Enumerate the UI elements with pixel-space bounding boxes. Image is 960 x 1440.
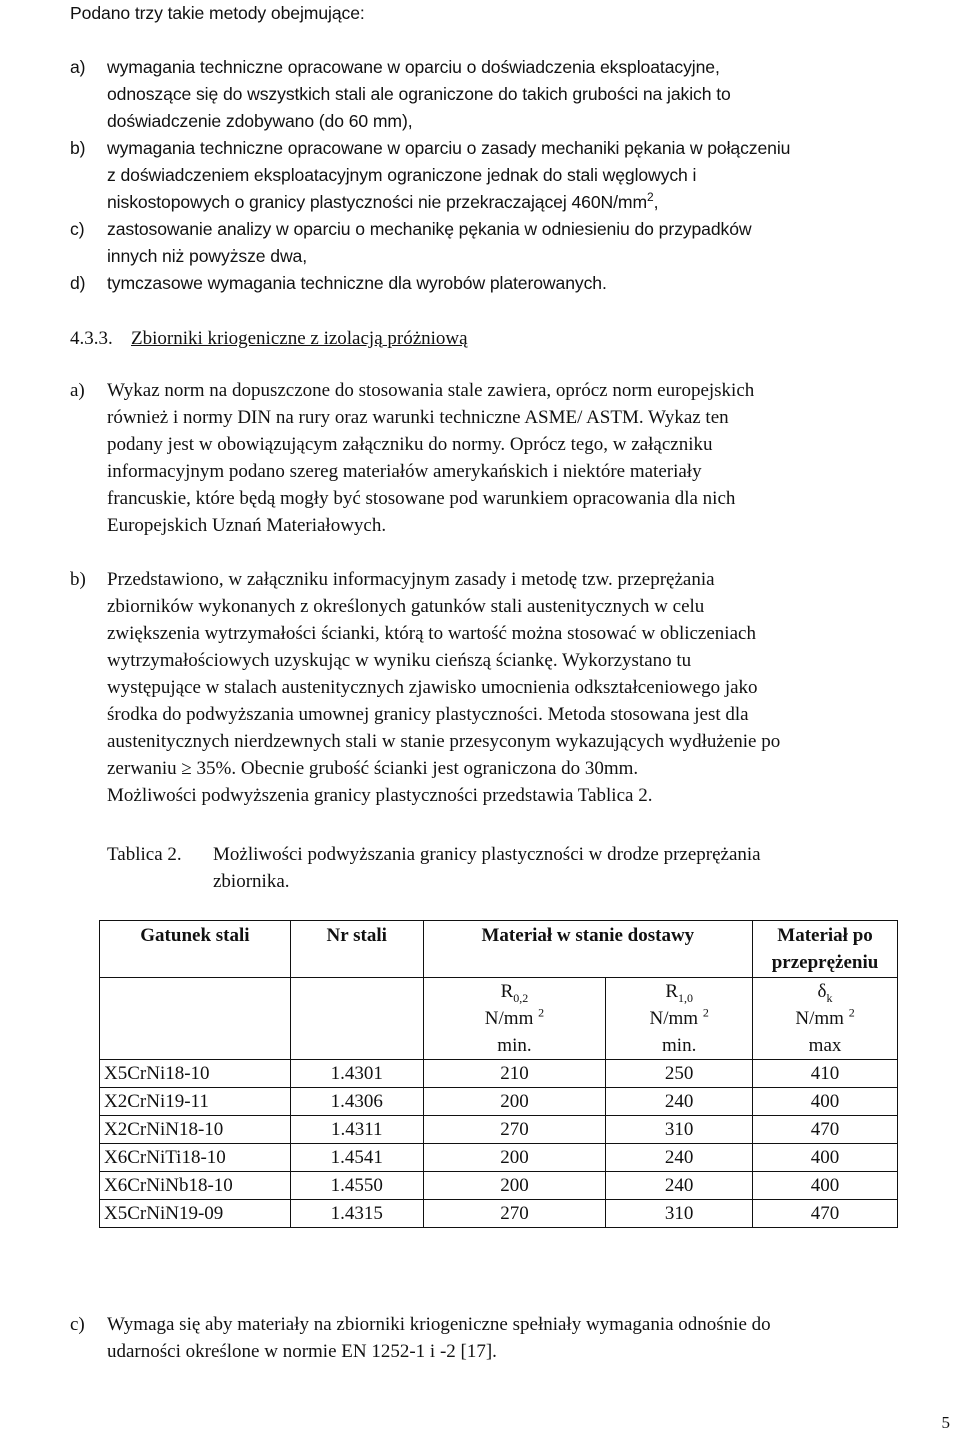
cell-r10: 240 (606, 1144, 753, 1172)
method-d-text (107, 270, 937, 297)
cell-sigma: 410 (753, 1060, 898, 1088)
intro-text: Podano trzy takie metody obejmujące: (70, 3, 365, 23)
cell-r02: 270 (423, 1116, 606, 1144)
method-c-line: innych niż powyższe dwa, (107, 246, 308, 266)
para-a-line: Wykaz norm na dopuszczone do stosowania stale zawiera, oprócz norm europejskich (107, 380, 755, 401)
sigma-main: δ (817, 981, 827, 1002)
method-a-text (107, 54, 937, 135)
para-b-line: wytrzymałościowych uzyskując w wyniku cieńszą ściankę. Wykorzystano tu (107, 650, 692, 671)
table-caption-line1: Możliwości podwyższania granicy plastyczności w drodze przeprężania (213, 844, 761, 865)
cell-sigma: 470 (753, 1116, 898, 1144)
table-subheader-row (100, 978, 898, 1060)
page-number: 5 (941, 1413, 950, 1432)
para-a-line: również i normy DIN na rury oraz warunki techniczne ASME/ ASTM. Wykaz ten (107, 407, 729, 428)
r10-min: min. (662, 1035, 697, 1056)
cell-r10: 240 (606, 1172, 753, 1200)
steel-table (99, 920, 898, 1228)
method-a-line: odnoszące się do wszystkich stali ale ograniczone do takich grubości na jakich to (107, 84, 731, 104)
para-b-line: austenitycznych nierdzewnych stali w stanie przesyconym wykazujących wydłużenie po (107, 731, 781, 752)
r02-main: R (500, 981, 514, 1002)
r02-min: min. (497, 1035, 532, 1056)
cell-no: 1.4306 (290, 1088, 423, 1116)
method-a-label: a) (70, 57, 86, 77)
r10-symbol (610, 978, 748, 1005)
table-row (100, 1088, 898, 1116)
cell-grade: X2CrNi19-11 (100, 1088, 291, 1116)
cell-no: 1.4541 (290, 1144, 423, 1172)
para-b-line: zwiększenia wytrzymałości ścianki, którą to wartość można stosować w obliczeniach (107, 623, 756, 644)
para-b-line: Przedstawiono, w załączniku informacyjnym zasady i metodę tzw. przeprężania (107, 569, 715, 590)
table-row (100, 1200, 898, 1228)
method-b-tail: , (653, 192, 659, 212)
cell-r02: 200 (423, 1172, 606, 1200)
table-row (100, 1116, 898, 1144)
method-c-text (107, 216, 937, 270)
r10-main: R (665, 981, 679, 1002)
table-row (100, 1060, 898, 1088)
para-a-line: francuskie, które będą mogły być stosowane pod warunkiem opracowania dla nich (107, 488, 736, 509)
para-b-line: środka do podwyższania umownej granicy plastyczności. Metoda stosowana jest dla (107, 704, 749, 725)
subheader-empty (100, 978, 291, 1060)
para-a-line: Europejskich Uznań Materiałowych. (107, 515, 387, 536)
cell-no: 1.4550 (290, 1172, 423, 1200)
cell-r10: 310 (606, 1200, 753, 1228)
table-row (100, 1172, 898, 1200)
r02-sub: 0,2 (513, 990, 529, 1005)
cell-grade: X6CrNiNb18-10 (100, 1172, 291, 1200)
para-a-label: a) (70, 380, 85, 401)
header-after-prestress-1: Materiał po (777, 925, 873, 946)
method-d-label: d) (70, 273, 86, 293)
cell-r02: 210 (423, 1060, 606, 1088)
method-c-line: zastosowanie analizy w oparciu o mechanikę pękania w odniesieniu do przypadków (107, 219, 752, 239)
method-a-line: wymagania techniczne opracowane w oparciu o doświadczenia eksploatacyjne, (107, 57, 720, 77)
cell-grade: X2CrNiN18-10 (100, 1116, 291, 1144)
para-c-line: Wymaga się aby materiały na zbiorniki kriogeniczne spełniały wymagania odnośnie do (107, 1314, 771, 1335)
cell-r02: 270 (423, 1200, 606, 1228)
sigma-max: max (808, 1035, 842, 1056)
subheader-empty (290, 978, 423, 1060)
cell-r10: 250 (606, 1060, 753, 1088)
para-c-label: c) (70, 1314, 85, 1335)
subheader-r10 (606, 978, 753, 1060)
unit-text: N/mm (484, 1008, 534, 1029)
cell-sigma: 400 (753, 1088, 898, 1116)
table-caption-label: Tablica 2. (107, 844, 182, 865)
header-after-prestress-2: przeprężeniu (771, 952, 879, 973)
method-b-line: z doświadczeniem eksploatacyjnym ograniczone jednak do stali węglowych i (107, 165, 697, 185)
sigma-unit (757, 1005, 893, 1032)
cell-no: 1.4301 (290, 1060, 423, 1088)
unit-sup: 2 (538, 1005, 545, 1020)
para-b-line: zerwaniu ≥ 35%. Obecnie grubość ścianki jest ograniczona do 30mm. (107, 758, 639, 779)
cell-grade: X5CrNi18-10 (100, 1060, 291, 1088)
header-after-prestress (753, 921, 898, 978)
r02-unit (428, 1005, 602, 1032)
cell-no: 1.4315 (290, 1200, 423, 1228)
section-number: 4.3.3. (70, 328, 113, 349)
para-a-text (107, 377, 937, 539)
r10-sub: 1,0 (678, 990, 694, 1005)
para-b-line: występujące w stalach austenitycznych zjawisko umocnienia odkształceniowego jako (107, 677, 758, 698)
method-a-line: doświadczenie zdobywano (do 60 mm), (107, 111, 413, 131)
cell-grade: X6CrNiTi18-10 (100, 1144, 291, 1172)
method-c-label: c) (70, 219, 85, 239)
para-a-line: podany jest w obowiązującym załączniku do normy. Oprócz tego, w załączniku (107, 434, 713, 455)
subheader-r02 (423, 978, 606, 1060)
para-c-text (107, 1311, 937, 1365)
section-title: Zbiorniki kriogeniczne z izolacją próżniową (131, 328, 468, 349)
header-delivery-state: Materiał w stanie dostawy (423, 921, 752, 978)
unit-text: N/mm (649, 1008, 699, 1029)
header-steel-no: Nr stali (290, 921, 423, 978)
table-header-row (100, 921, 898, 978)
unit-sup: 2 (702, 1005, 709, 1020)
cell-r10: 240 (606, 1088, 753, 1116)
para-b-line: Możliwości podwyższenia granicy plastyczności przedstawia Tablica 2. (107, 785, 653, 806)
method-d-line: tymczasowe wymagania techniczne dla wyrobów platerowanych. (107, 273, 607, 293)
cell-r02: 200 (423, 1088, 606, 1116)
cell-r02: 200 (423, 1144, 606, 1172)
cell-grade: X5CrNiN19-09 (100, 1200, 291, 1228)
method-b-label: b) (70, 138, 86, 158)
cell-r10: 310 (606, 1116, 753, 1144)
r02-symbol (428, 978, 602, 1005)
unit-sup: 2 (848, 1005, 855, 1020)
method-b-sup: 2 (647, 190, 654, 205)
header-steel-grade: Gatunek stali (100, 921, 291, 978)
cell-sigma: 400 (753, 1144, 898, 1172)
para-b-line: zbiorników wykonanych z określonych gatunków stali austenitycznych w celu (107, 596, 705, 617)
method-b-line (107, 189, 937, 216)
subheader-sigma (753, 978, 898, 1060)
para-b-text (107, 566, 937, 809)
table-caption-line2: zbiornika. (213, 871, 290, 892)
sigma-symbol (757, 978, 893, 1005)
unit-text: N/mm (795, 1008, 844, 1029)
para-b-label: b) (70, 569, 86, 590)
method-b-line: wymagania techniczne opracowane w oparciu o zasady mechaniki pękania w połączeniu (107, 138, 791, 158)
r10-unit (610, 1005, 748, 1032)
cell-sigma: 400 (753, 1172, 898, 1200)
method-b-text (107, 135, 937, 216)
para-c-line: udarności określone w normie EN 1252-1 i -2 [17]. (107, 1341, 497, 1362)
cell-no: 1.4311 (290, 1116, 423, 1144)
method-b-line-text: niskostopowych o granicy plastyczności nie przekraczającej 460N/mm (107, 192, 648, 212)
cell-sigma: 470 (753, 1200, 898, 1228)
para-a-line: informacyjnym podano szereg materiałów amerykańskich i niektóre materiały (107, 461, 702, 482)
sigma-sub: k (826, 990, 833, 1005)
table-row (100, 1144, 898, 1172)
